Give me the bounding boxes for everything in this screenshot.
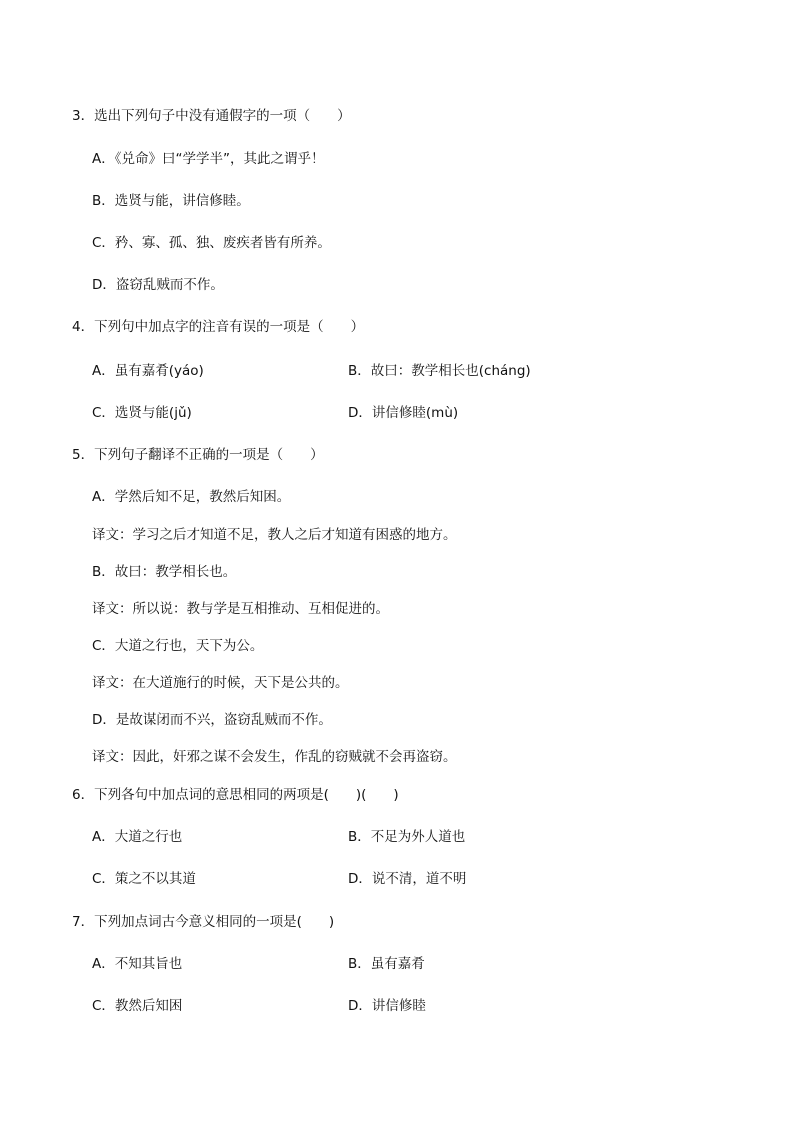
question-6-option-c: C．策之不以其道 bbox=[92, 871, 196, 887]
question-5-translation-c: 译文：在大道施行的时候，天下是公共的。 bbox=[92, 675, 349, 691]
question-7-option-a: A．不知其旨也 bbox=[92, 956, 183, 972]
question-7-stem: 7．下列加点词古今意义相同的一项是( ) bbox=[72, 914, 335, 930]
question-7-option-b: B．虽有嘉肴 bbox=[348, 956, 425, 972]
question-4-option-b: B．故曰：教学相长也(cháng) bbox=[348, 363, 531, 379]
question-6-option-d: D．说不清，道不明 bbox=[348, 871, 467, 887]
question-6-option-b: B．不足为外人道也 bbox=[348, 829, 466, 845]
question-6-stem: 6．下列各句中加点词的意思相同的两项是( )( ) bbox=[72, 787, 399, 803]
question-3-option-a: A．《兑命》曰“学学半”，其此之谓乎！ bbox=[92, 151, 325, 167]
question-5-option-d: D．是故谋闭而不兴，盗窃乱贼而不作。 bbox=[92, 712, 332, 728]
question-3-option-c: C．矜、寡、孤、独、废疾者皆有所养。 bbox=[92, 235, 331, 251]
question-3-stem: 3．选出下列句子中没有通假字的一项（ ） bbox=[72, 108, 351, 124]
question-5-translation-b: 译文：所以说：教与学是互相推动、互相促进的。 bbox=[92, 601, 389, 617]
question-4-option-a: A．虽有嘉肴(yáo) bbox=[92, 363, 204, 379]
question-5-translation-a: 译文：学习之后才知道不足，教人之后才知道有困惑的地方。 bbox=[92, 527, 457, 543]
question-4-stem: 4．下列句中加点字的注音有误的一项是（ ） bbox=[72, 319, 365, 335]
question-4-option-c: C．选贤与能(jǔ) bbox=[92, 405, 192, 421]
question-5-option-b: B．故曰：教学相长也。 bbox=[92, 564, 237, 580]
question-6-option-a: A．大道之行也 bbox=[92, 829, 183, 845]
question-5-stem: 5．下列句子翻译不正确的一项是（ ） bbox=[72, 447, 324, 463]
question-3-option-b: B．选贤与能，讲信修睦。 bbox=[92, 193, 250, 209]
question-3-option-d: D．盗窃乱贼而不作。 bbox=[92, 277, 224, 293]
question-7-option-d: D．讲信修睦 bbox=[348, 998, 426, 1014]
question-5-option-a: A．学然后知不足，教然后知困。 bbox=[92, 489, 291, 505]
question-4-option-d: D．讲信修睦(mù) bbox=[348, 405, 459, 421]
question-5-option-c: C．大道之行也，天下为公。 bbox=[92, 638, 264, 654]
question-7-option-c: C．教然后知困 bbox=[92, 998, 183, 1014]
question-5-translation-d: 译文：因此，奸邪之谋不会发生，作乱的窃贼就不会再盗窃。 bbox=[92, 749, 457, 765]
